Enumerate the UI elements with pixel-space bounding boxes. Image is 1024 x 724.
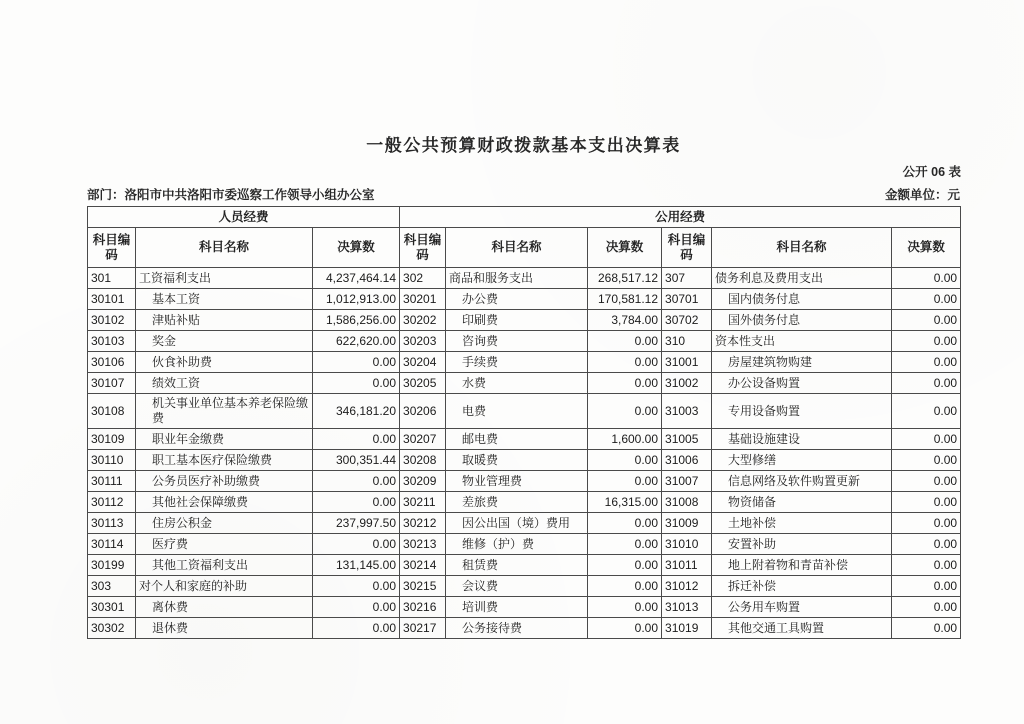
subject-code-cell: 30214 — [400, 555, 446, 576]
subject-name-cell: 公务接待费 — [446, 618, 588, 639]
subject-code-cell: 31011 — [662, 555, 712, 576]
subject-name-cell: 租赁费 — [446, 555, 588, 576]
subject-name-cell: 基础设施建设 — [712, 429, 892, 450]
subject-name-cell: 邮电费 — [446, 429, 588, 450]
amount-cell: 0.00 — [892, 289, 961, 310]
subject-code-cell: 30204 — [400, 352, 446, 373]
subject-name-cell: 绩效工资 — [136, 373, 313, 394]
table-row — [88, 268, 961, 289]
subject-name-cell: 印刷费 — [446, 310, 588, 331]
subject-code-cell: 30212 — [400, 513, 446, 534]
subject-code-cell: 30114 — [88, 534, 136, 555]
table-row — [88, 310, 961, 331]
col-header-subject-code-3: 科目编码 — [662, 228, 712, 268]
subject-name-cell: 水费 — [446, 373, 588, 394]
table-row — [88, 555, 961, 576]
amount-cell: 300,351.44 — [313, 450, 400, 471]
subject-code-cell: 30102 — [88, 310, 136, 331]
amount-cell: 0.00 — [892, 576, 961, 597]
subject-name-cell: 物资储备 — [712, 492, 892, 513]
table-row — [88, 289, 961, 310]
subject-code-cell: 31009 — [662, 513, 712, 534]
table-row — [88, 576, 961, 597]
subject-code-cell: 30206 — [400, 394, 446, 429]
col-header-subject-name-3: 科目名称 — [712, 228, 892, 268]
table-row — [88, 373, 961, 394]
amount-cell: 0.00 — [892, 268, 961, 289]
subject-code-cell: 30201 — [400, 289, 446, 310]
subject-code-cell: 310 — [662, 331, 712, 352]
subject-code-cell: 30208 — [400, 450, 446, 471]
subject-code-cell: 303 — [88, 576, 136, 597]
group-header-personnel: 人员经费 — [88, 207, 400, 228]
subject-name-cell: 取暖费 — [446, 450, 588, 471]
table-row — [88, 492, 961, 513]
subject-code-cell: 30108 — [88, 394, 136, 429]
amount-cell: 1,586,256.00 — [313, 310, 400, 331]
amount-cell: 0.00 — [588, 471, 662, 492]
form-number: 公开 06 表 — [902, 165, 961, 179]
subject-name-cell: 伙食补助费 — [136, 352, 313, 373]
subject-name-cell: 拆迁补偿 — [712, 576, 892, 597]
subject-code-cell: 31010 — [662, 534, 712, 555]
amount-cell: 16,315.00 — [588, 492, 662, 513]
subject-name-cell: 信息网络及软件购置更新 — [712, 471, 892, 492]
col-header-subject-name-1: 科目名称 — [136, 228, 313, 268]
subject-code-cell: 30106 — [88, 352, 136, 373]
subject-code-cell: 30207 — [400, 429, 446, 450]
subject-code-cell: 30109 — [88, 429, 136, 450]
subject-name-cell: 物业管理费 — [446, 471, 588, 492]
subject-name-cell: 房屋建筑物购建 — [712, 352, 892, 373]
column-header-row — [88, 228, 961, 268]
subject-code-cell: 30216 — [400, 597, 446, 618]
subject-name-cell: 资本性支出 — [712, 331, 892, 352]
amount-cell: 237,997.50 — [313, 513, 400, 534]
subject-code-cell: 30113 — [88, 513, 136, 534]
subject-name-cell: 土地补偿 — [712, 513, 892, 534]
amount-cell: 0.00 — [588, 513, 662, 534]
subject-name-cell: 离休费 — [136, 597, 313, 618]
table-row — [88, 331, 961, 352]
subject-code-cell: 30213 — [400, 534, 446, 555]
subject-name-cell: 机关事业单位基本养老保险缴费 — [136, 394, 313, 429]
subject-code-cell: 301 — [88, 268, 136, 289]
amount-cell: 1,600.00 — [588, 429, 662, 450]
amount-cell: 0.00 — [313, 373, 400, 394]
subject-name-cell: 公务员医疗补助缴费 — [136, 471, 313, 492]
amount-cell: 0.00 — [892, 618, 961, 639]
subject-name-cell: 其他交通工具购置 — [712, 618, 892, 639]
subject-name-cell: 债务利息及费用支出 — [712, 268, 892, 289]
subject-code-cell: 31003 — [662, 394, 712, 429]
amount-cell: 622,620.00 — [313, 331, 400, 352]
amount-cell: 346,181.20 — [313, 394, 400, 429]
subject-name-cell: 其他社会保障缴费 — [136, 492, 313, 513]
amount-cell: 0.00 — [588, 352, 662, 373]
amount-cell: 0.00 — [892, 394, 961, 429]
group-header-row — [88, 207, 961, 228]
unit-label: 金额单位：元 — [884, 188, 960, 202]
subject-code-cell: 31007 — [662, 471, 712, 492]
subject-name-cell: 专用设备购置 — [712, 394, 892, 429]
subject-code-cell: 30107 — [88, 373, 136, 394]
amount-cell: 0.00 — [892, 471, 961, 492]
amount-cell: 0.00 — [892, 429, 961, 450]
subject-code-cell: 31019 — [662, 618, 712, 639]
subject-code-cell: 30103 — [88, 331, 136, 352]
amount-cell: 0.00 — [892, 597, 961, 618]
subject-name-cell: 对个人和家庭的补助 — [136, 576, 313, 597]
subject-code-cell: 30301 — [88, 597, 136, 618]
subject-code-cell: 30217 — [400, 618, 446, 639]
table-row — [88, 618, 961, 639]
amount-cell: 0.00 — [588, 555, 662, 576]
subject-name-cell: 工资福利支出 — [136, 268, 313, 289]
subject-name-cell: 奖金 — [136, 331, 313, 352]
subject-code-cell: 30209 — [400, 471, 446, 492]
page-title: 一般公共预算财政拨款基本支出决算表 — [366, 136, 681, 155]
subject-name-cell: 地上附着物和青苗补偿 — [712, 555, 892, 576]
subject-code-cell: 30101 — [88, 289, 136, 310]
amount-cell: 0.00 — [588, 597, 662, 618]
subject-code-cell: 302 — [400, 268, 446, 289]
subject-code-cell: 30112 — [88, 492, 136, 513]
amount-cell: 0.00 — [892, 555, 961, 576]
subject-code-cell: 30110 — [88, 450, 136, 471]
subject-code-cell: 30203 — [400, 331, 446, 352]
subject-code-cell: 31013 — [662, 597, 712, 618]
subject-name-cell: 差旅费 — [446, 492, 588, 513]
subject-code-cell: 30205 — [400, 373, 446, 394]
col-header-amount-3: 决算数 — [892, 228, 961, 268]
amount-cell: 3,784.00 — [588, 310, 662, 331]
department-label: 部门：洛阳市中共洛阳市委巡察工作领导小组办公室 — [87, 188, 375, 202]
subject-code-cell: 31001 — [662, 352, 712, 373]
amount-cell: 0.00 — [892, 534, 961, 555]
table-row — [88, 597, 961, 618]
table-row — [88, 450, 961, 471]
table-row — [88, 513, 961, 534]
subject-code-cell: 307 — [662, 268, 712, 289]
subject-name-cell: 退休费 — [136, 618, 313, 639]
subject-name-cell: 电费 — [446, 394, 588, 429]
col-header-subject-code-2: 科目编码 — [400, 228, 446, 268]
amount-cell: 0.00 — [892, 373, 961, 394]
amount-cell: 0.00 — [892, 352, 961, 373]
subject-name-cell: 国外债务付息 — [712, 310, 892, 331]
subject-name-cell: 国内债务付息 — [712, 289, 892, 310]
meta-row — [87, 185, 960, 203]
subject-name-cell: 津贴补贴 — [136, 310, 313, 331]
subject-code-cell: 31008 — [662, 492, 712, 513]
subject-name-cell: 职业年金缴费 — [136, 429, 313, 450]
amount-cell: 0.00 — [313, 597, 400, 618]
amount-cell: 131,145.00 — [313, 555, 400, 576]
group-header-public: 公用经费 — [400, 207, 961, 228]
col-header-subject-code-1: 科目编码 — [88, 228, 136, 268]
amount-cell: 0.00 — [588, 450, 662, 471]
subject-code-cell: 30199 — [88, 555, 136, 576]
subject-code-cell: 30701 — [662, 289, 712, 310]
amount-cell: 0.00 — [313, 618, 400, 639]
subject-name-cell: 手续费 — [446, 352, 588, 373]
subject-name-cell: 医疗费 — [136, 534, 313, 555]
amount-cell: 0.00 — [892, 450, 961, 471]
subject-code-cell: 31005 — [662, 429, 712, 450]
subject-code-cell: 30202 — [400, 310, 446, 331]
amount-cell: 0.00 — [313, 576, 400, 597]
subject-name-cell: 住房公积金 — [136, 513, 313, 534]
table-row — [88, 429, 961, 450]
subject-code-cell: 31002 — [662, 373, 712, 394]
subject-code-cell: 31006 — [662, 450, 712, 471]
table-body — [88, 268, 961, 639]
amount-cell: 0.00 — [313, 534, 400, 555]
amount-cell: 0.00 — [588, 534, 662, 555]
subject-name-cell: 咨询费 — [446, 331, 588, 352]
subject-name-cell: 公务用车购置 — [712, 597, 892, 618]
subject-name-cell: 因公出国（境）费用 — [446, 513, 588, 534]
subject-code-cell: 30702 — [662, 310, 712, 331]
subject-code-cell: 31012 — [662, 576, 712, 597]
subject-code-cell: 30111 — [88, 471, 136, 492]
subject-name-cell: 其他工资福利支出 — [136, 555, 313, 576]
amount-cell: 0.00 — [588, 576, 662, 597]
subject-name-cell: 会议费 — [446, 576, 588, 597]
amount-cell: 268,517.12 — [588, 268, 662, 289]
subject-name-cell: 大型修缮 — [712, 450, 892, 471]
table-row — [88, 394, 961, 429]
subject-name-cell: 职工基本医疗保险缴费 — [136, 450, 313, 471]
amount-cell: 0.00 — [588, 373, 662, 394]
amount-cell: 0.00 — [892, 492, 961, 513]
subject-code-cell: 30215 — [400, 576, 446, 597]
amount-cell: 0.00 — [588, 331, 662, 352]
amount-cell: 0.00 — [313, 352, 400, 373]
table-row — [88, 352, 961, 373]
amount-cell: 0.00 — [588, 394, 662, 429]
col-header-subject-name-2: 科目名称 — [446, 228, 588, 268]
amount-cell: 0.00 — [588, 618, 662, 639]
subject-code-cell: 30211 — [400, 492, 446, 513]
amount-cell: 0.00 — [892, 331, 961, 352]
subject-name-cell: 维修（护）费 — [446, 534, 588, 555]
budget-table — [87, 206, 961, 639]
amount-cell: 0.00 — [892, 513, 961, 534]
col-header-amount-1: 决算数 — [313, 228, 400, 268]
subject-name-cell: 安置补助 — [712, 534, 892, 555]
table-row — [88, 471, 961, 492]
amount-cell: 0.00 — [313, 471, 400, 492]
subject-code-cell: 30302 — [88, 618, 136, 639]
subject-name-cell: 培训费 — [446, 597, 588, 618]
subject-name-cell: 办公费 — [446, 289, 588, 310]
amount-cell: 0.00 — [313, 492, 400, 513]
col-header-amount-2: 决算数 — [588, 228, 662, 268]
amount-cell: 1,012,913.00 — [313, 289, 400, 310]
amount-cell: 170,581.12 — [588, 289, 662, 310]
subject-name-cell: 办公设备购置 — [712, 373, 892, 394]
table-row — [88, 534, 961, 555]
amount-cell: 0.00 — [892, 310, 961, 331]
subject-name-cell: 商品和服务支出 — [446, 268, 588, 289]
amount-cell: 0.00 — [313, 429, 400, 450]
subject-name-cell: 基本工资 — [136, 289, 313, 310]
amount-cell: 4,237,464.14 — [313, 268, 400, 289]
